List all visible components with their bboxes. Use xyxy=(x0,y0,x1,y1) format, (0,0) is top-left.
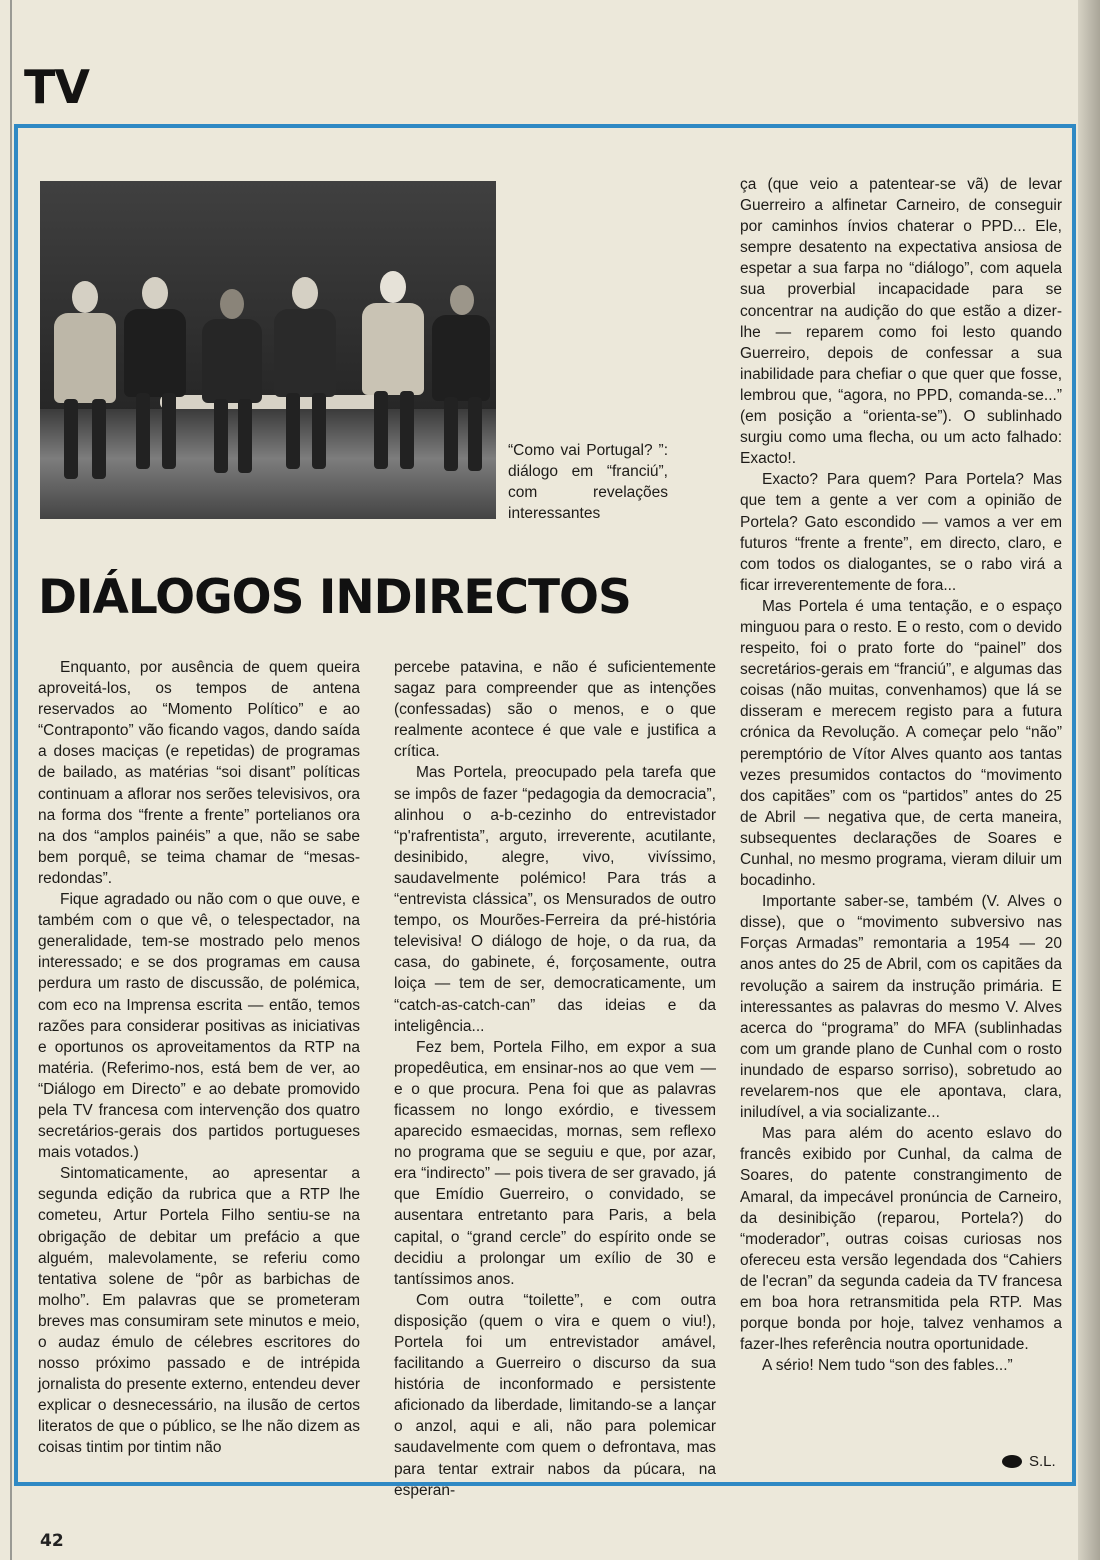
article-paragraph: ça (que veio a patentear-se vã) de levar Guerreiro a alfinetar Carneiro, de conseguir por caminhos ínvios chaterar o PPD... Ele, sempre desatento na expectativa ansiosa de espetar a sua farpa no “diálogo”, com aquela sua proverbial incapacidade para se concentrar na audição do que estão a dizer-lhe — reparem como foi lesto quando Guerreiro, depois de confessar a sua inabilidade para chefiar o que quer que fosse, lembrou que, “agora, no PPD, comanda-se...” (em posição a “orienta-se”). O sublinhado surgiu como uma flecha, ou um acto falhado: Exacto!. xyxy=(740,176,1062,468)
article-paragraph: Mas para além do acento eslavo do francês exibido por Cunhal, da calma de Soares, do patente constrangimento de Amaral, da impecável pronúncia de Carneiro, da desinibição (reparou, Portela?) do “moderador”, outras coisas curiosas nos ofereceu esta versão legendada dos “Cahiers de l'ecran” da segunda cadeia da TV francesa em boa hora retransmitida pela RTP. Mas porque bonda por hoje, talvez venhamos a fazer-lhes referência noutra oportunidade. xyxy=(740,1125,1062,1354)
photo-caption: “Como vai Portugal? ”: diálogo em “franciú”, com revelações interessantes xyxy=(508,442,668,522)
studio-floor xyxy=(40,409,496,519)
page-edge-shadow xyxy=(1078,0,1100,1560)
article-paragraph: Exacto? Para quem? Para Portela? Mas que tem a gente a ver com a opinião de Portela? Gato escondido — vamos a ver em futuros “frente a frente”, em directo, claro, e com todos os dialogantes, se o rabo virá a ficar irreverentemente de fora... xyxy=(740,471,1062,594)
panel-photo xyxy=(40,181,496,519)
author-initials: S.L. xyxy=(1029,1453,1056,1470)
article-paragraph: A sério! Nem tudo “son des fables...” xyxy=(762,1357,1013,1375)
article-paragraph: Mas Portela é uma tentação, e o espaço minguou para o resto. E o resto, com o devido respeito, foi o prato forte do “painel” dos secretários-gerais em “franciú”, e algumas das coisas (não muitas, convenhamos) que lá se disseram e merecem registo para a futura crónica da Revolução. A começar pelo “não” peremptório de Vítor Alves quanto aos tantas vezes presumidos contactos do “movimento dos capitães” com os “partidos” antes do 25 de Abril — negativa que, de certa maneira, subsequentes declarações de Soares e Cunhal, no mesmo programa, vieram diluir um bocadinho. xyxy=(740,597,1062,890)
article-headline: DIÁLOGOS INDIRECTOS xyxy=(38,570,631,625)
page-number: 42 xyxy=(40,1531,64,1551)
margin-rule xyxy=(10,0,12,1560)
article-column-3 xyxy=(740,174,1062,1376)
article-paragraph: Mas Portela, preocupado pela tarefa que se impôs de fazer “pedagogia da democracia”, alinhou o a-b-cezinho do entrevistador “p'rafrentista”, arguto, irreverente, acutilante, desinibido, alegre, vivo, vivíssimo, saudavelmente polémico! Para trás a “entrevista clássica”, os Mensurados de outro tempo, os Mourões-Ferreira da pré-história televisiva! O diálogo de hoje, o da rua, da casa, do gabinete, é, forçosamente, outra loiça — tem de ser, democraticamente, um “catch-as-catch-can” das ideias e da inteligência... xyxy=(394,764,716,1035)
article-paragraph: Com outra “toilette”, e com outra disposição (quem o vira e quem o viu!), Portela foi um entrevistador amável, facilitando a Guerreiro o discurso da sua história de inconformado e persistente aficionado da liberdade, limitando-se a lançar o anzol, aqui e ali, não para polemicar saudavelmente com quem o defrontava, mas para tentar extrair nabos da púcara, na esperan- xyxy=(394,1291,716,1499)
article-paragraph: Fique agradado ou não com o que ouve, e também com o que vê, o telespectador, na generalidade, tem-se mostrado pelo menos interessado; e se dos programas em causa perdura um rasto de discussão, de polémica, com eco na Imprensa escrita — então, temos razões para considerar positivas as iniciativas e oportunos os aproveitamentos da RTP na matéria. (Referimo-nos, está bem de ver, ao “Diálogo em Directo” e ao debate promovido pela TV francesa com intervenção dos quatro secretários-gerais dos partidos portugueses mais votados.) xyxy=(38,891,360,1162)
author-signature xyxy=(1002,1453,1056,1470)
section-title: TV xyxy=(24,60,89,114)
article-paragraph: Sintomaticamente, ao apresentar a segunda edição da rubrica que a RTP lhe cometeu, Artur Portela Filho sentiu-se na obrigação de debitar um prefácio a que alguém, malevolamente, se referiu como tentativa solene de “pôr as barbichas de molho”. Em palavras que se prometeram breves mas consumiram sete minutos e meio, o audaz émulo de célebres escritores do nosso próximo passado e de intrépida jornalista do presente externo, entendeu dever explicar o desnecessário, na ilusão de certos literatos de que o público, se lhe não dizem as coisas tintim por tintim não xyxy=(38,1165,360,1457)
article-column-2 xyxy=(394,657,716,1501)
article-paragraph: percebe patavina, e não é suficientemente sagaz para compreender que as intenções (confessadas) são o menos, e o que realmente acontece é que vale e justifica a crítica. xyxy=(394,659,716,761)
article-paragraph: Fez bem, Portela Filho, em expor a sua propedêutica, em ensinar-nos ao que vem — e o que procura. Pena foi que as palavras ficassem no longo exórdio, e tivessem aparecido esmaecidas, mornas, sem reflexo no programa que se seguiu e que, por azar, era “indirecto” — pois tivera de ser gravado, já que Emídio Guerreiro, o convidado, se ausentara entretanto para Paris, a bela capital, o “grand cercle” do espírito onde se decidiu a prolongar um exílio de 30 e tantíssimos anos. xyxy=(394,1038,716,1288)
article-paragraph: Enquanto, por ausência de quem queira aproveitá-los, os tempos de antena reservados ao “Momento Político” e ao “Contraponto” vão ficando vagos, dando saída a doses maciças (e repetidas) de programas de bailado, as matérias “soi disant” políticas continuam a aflorar nos serões televisivos, ora na forma dos “frente a frente” portelianos ora na dos “amplos painéis” a que, não se sabe bem porquê, se teima chamar de “mesas-redondas”. xyxy=(38,659,360,887)
studio-table xyxy=(160,395,380,409)
article-paragraph: Importante saber-se, também (V. Alves o disse), que o “movimento subversivo nas Forças Armadas” remontaria a 1954 — 20 anos antes do 25 de Abril, com os capitães da revolução a sairem da instrução primária. E interessantes as palavras do mesmo V. Alves acerca do “programa” do MFA (sublinhadas com um grande plano de Cunhal com o rosto inundado de esparso sorriso), sobretudo ao revelarem-nos que ele apontava, clara, iniludível, a via socializante... xyxy=(740,893,1062,1122)
article-column-1 xyxy=(38,657,360,1459)
end-mark-icon xyxy=(1002,1455,1022,1468)
